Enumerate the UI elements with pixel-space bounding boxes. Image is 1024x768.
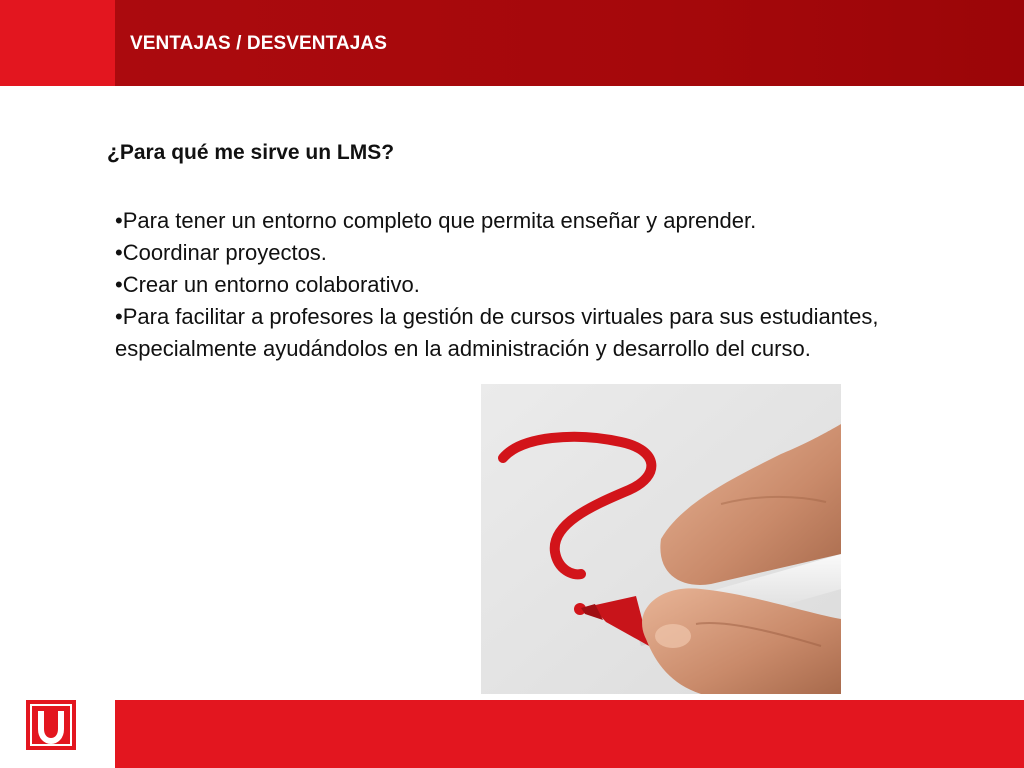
header-accent-block (0, 0, 115, 86)
bullet-item: •Crear un entorno colaborativo. (115, 272, 420, 297)
hand-drawing-question-mark-icon (481, 384, 841, 694)
bullet-item: •Coordinar proyectos. (115, 240, 327, 265)
bullet-item: •Para tener un entorno completo que permita enseñar y aprender. (115, 208, 757, 233)
footer-bar (115, 700, 1024, 768)
bullet-item: •Para facilitar a profesores la gestión de cursos virtuales para sus estudiantes, especialmente ayudándolos en la administración y desarrollo del curso. (115, 304, 879, 361)
question-heading: ¿Para qué me sirve un LMS? (107, 141, 395, 164)
slide-title: VENTAJAS / DESVENTAJAS (130, 33, 387, 54)
u-logo-icon (26, 700, 76, 750)
bullet-list (115, 205, 885, 365)
